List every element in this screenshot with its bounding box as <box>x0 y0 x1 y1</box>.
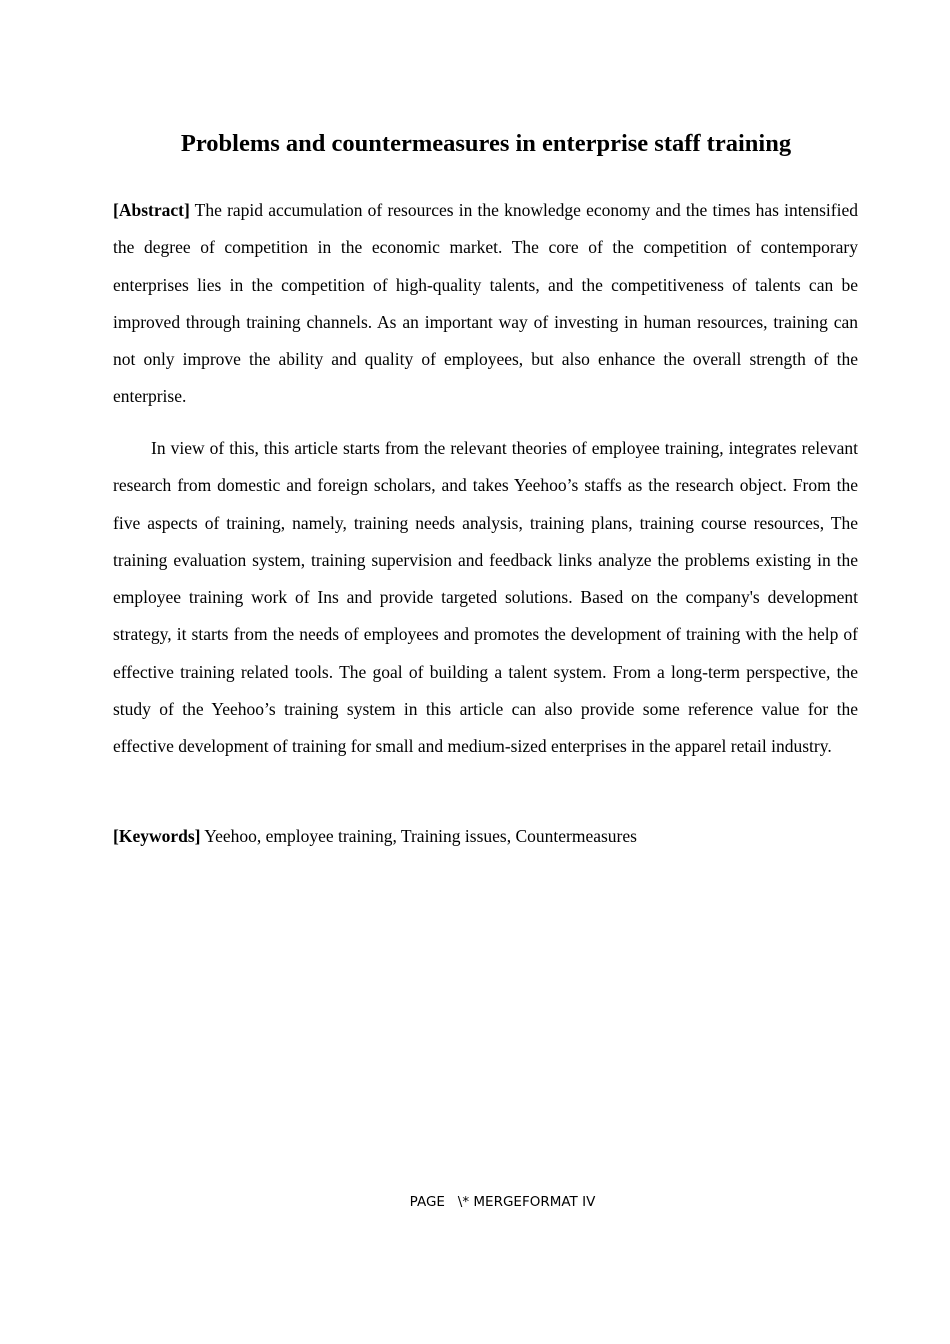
abstract-label: [Abstract] <box>113 200 190 220</box>
keywords-label: [Keywords] <box>113 826 201 846</box>
abstract-paragraph <box>113 192 858 416</box>
abstract-text: The rapid accumulation of resources in the knowledge economy and the times has intensified the degree of competition in the economic market. The core of the competition of contemporary enterprises lies in the competition of high-quality talents, and the competitiveness of talents can be improved through training channels. As an important way of investing in human resources, training can not only improve the ability and quality of employees, but also enhance the overall strength of the enterprise. <box>113 200 858 407</box>
page-footer: PAGE \* MERGEFORMAT IV <box>409 1194 596 1210</box>
document-title: Problems and countermeasures in enterprise staff training <box>180 130 792 157</box>
keywords-text: Yeehoo, employee training, Training issues, Countermeasures <box>200 826 637 846</box>
body-paragraph: In view of this, this article starts from the relevant theories of employee training, integrates relevant research from domestic and foreign scholars, and takes Yeehoo’s staffs as the research object. From the five aspects of training, namely, training needs analysis, training plans, training course resources, The training evaluation system, training supervision and feedback links analyze the problems existing in the employee training work of Ins and provide targeted solutions. Based on the company's development strategy, it starts from the needs of employees and promotes the development of training with the help of effective training related tools. The goal of building a talent system. From a long-term perspective, the study of the Yeehoo’s training system in this article can also provide some reference value for the effective development of training for small and medium-sized enterprises in the apparel retail industry. <box>113 438 858 757</box>
keywords-paragraph <box>113 818 858 855</box>
